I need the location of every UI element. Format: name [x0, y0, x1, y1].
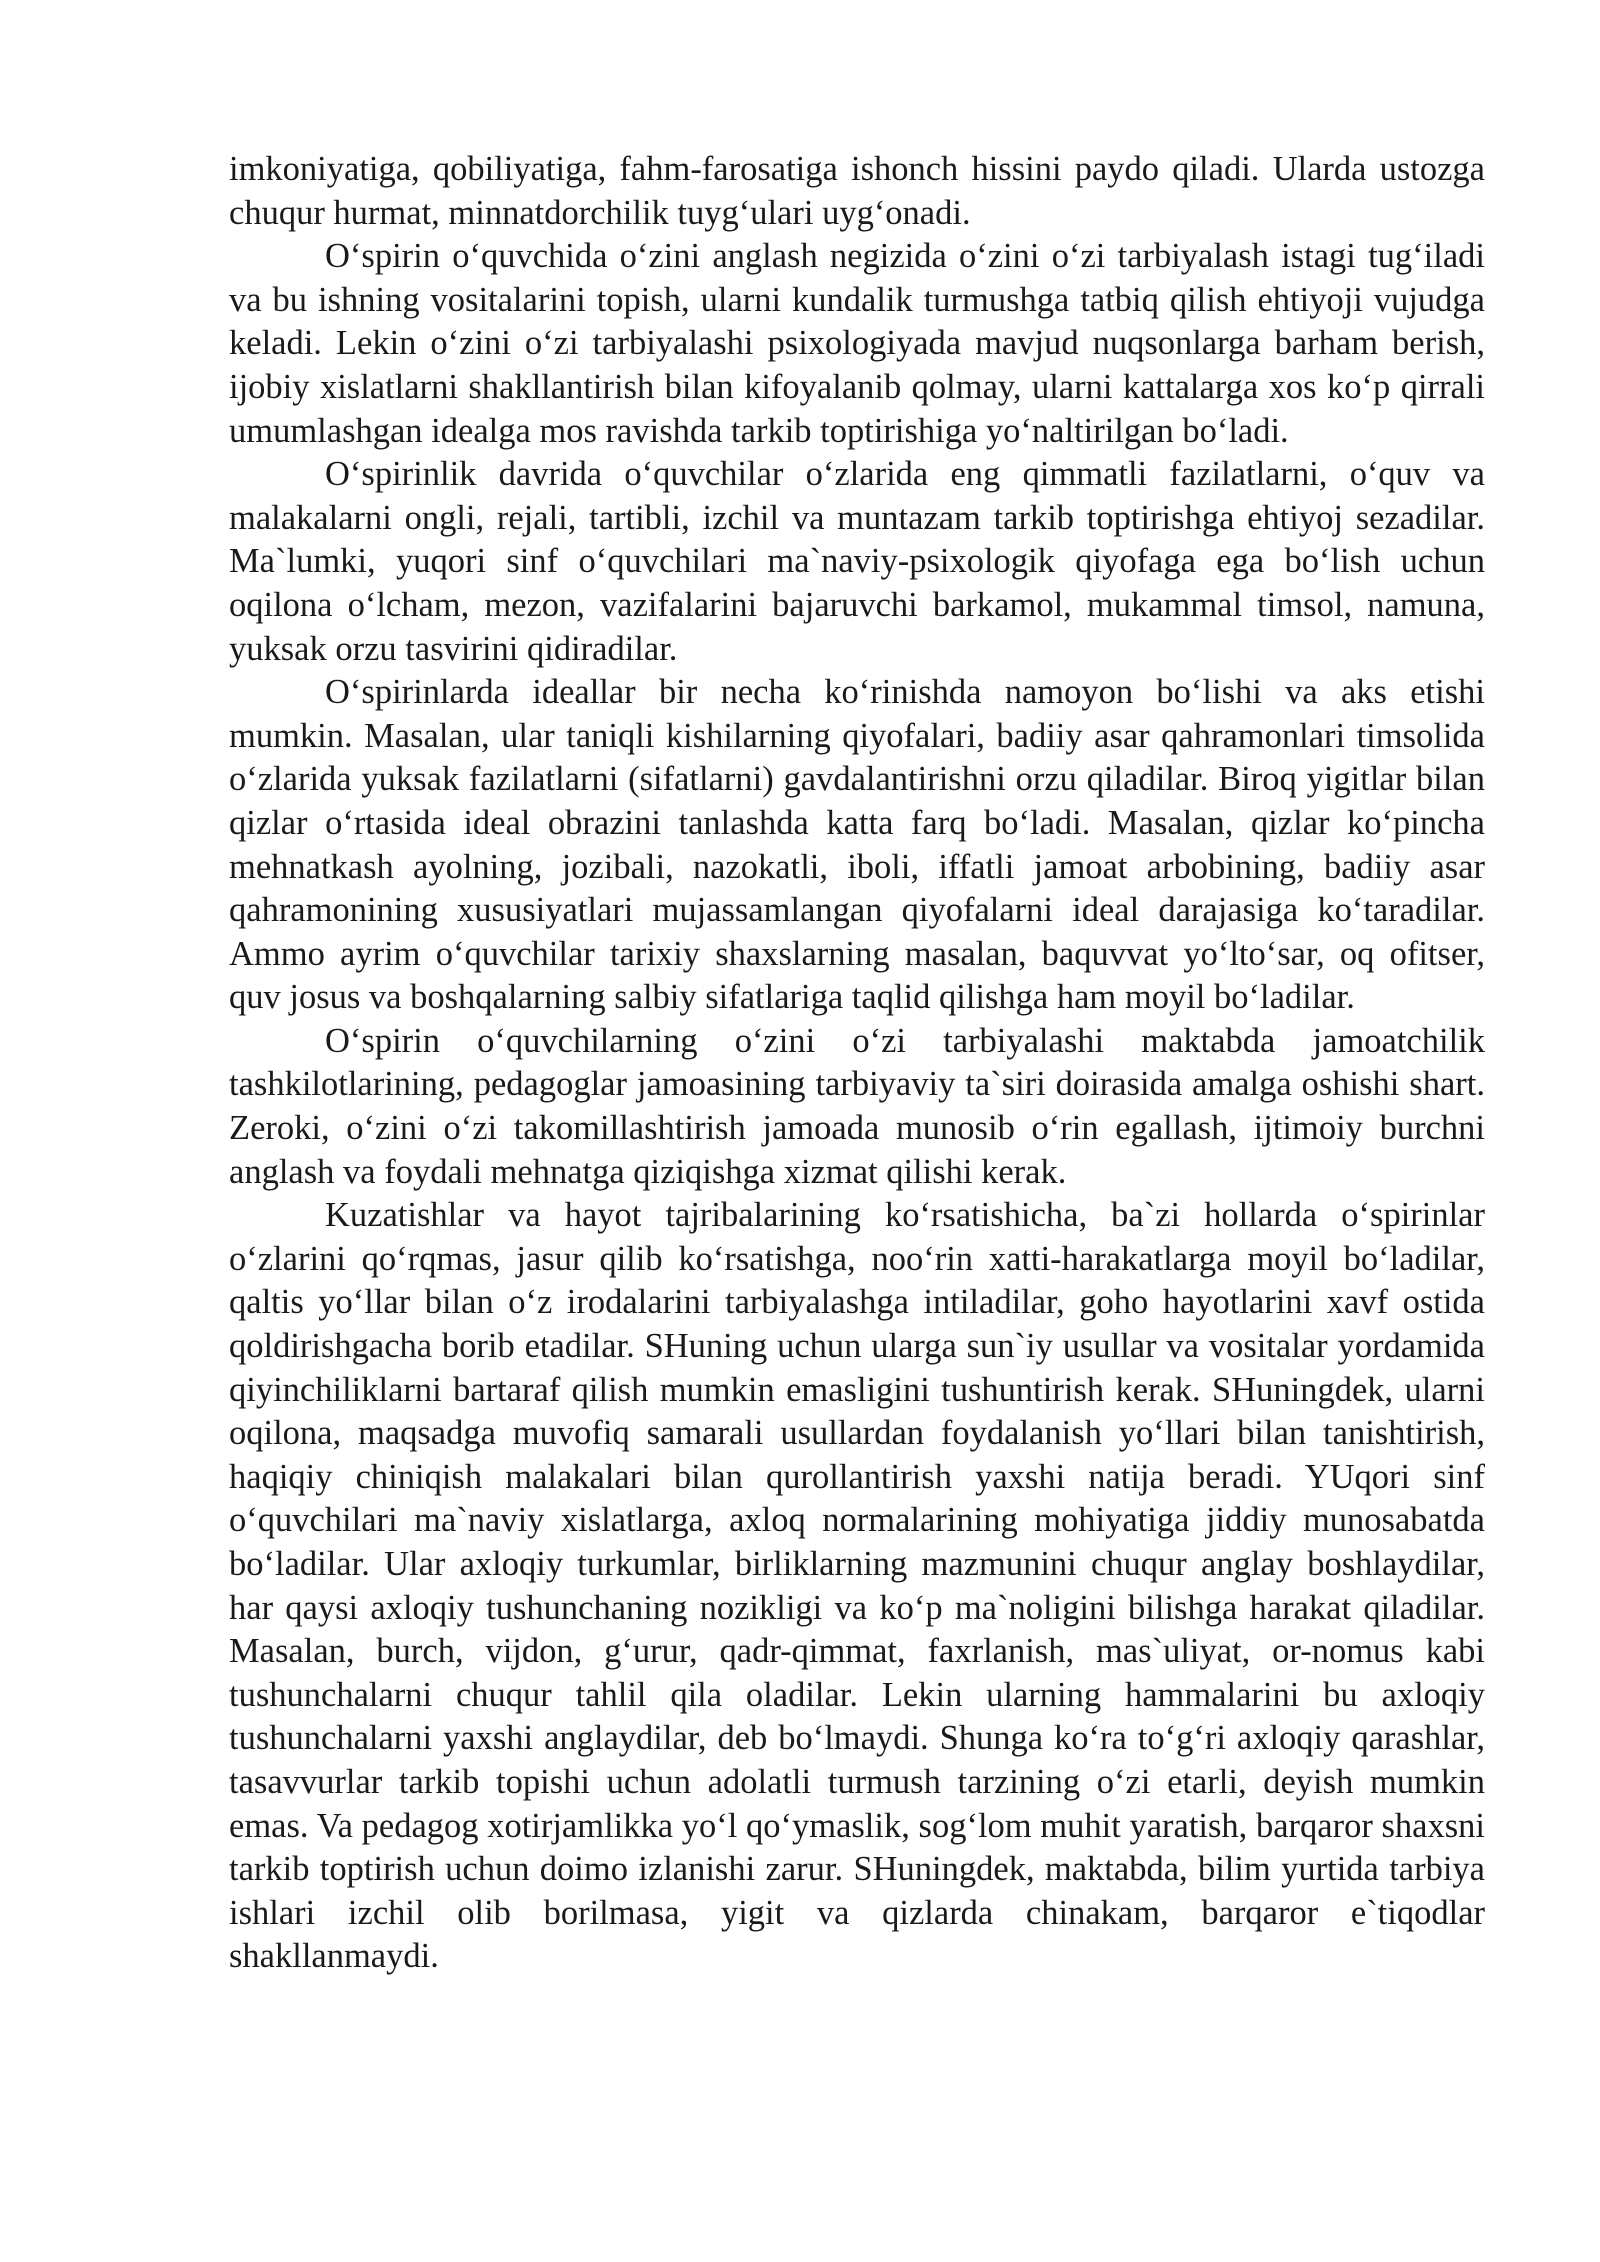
paragraph-6: Kuzatishlar va hayot tajribalarining koʻrsatishicha, ba`zi hollarda oʻspirinlar oʻzlarini qoʻrqmas, jasur qilib koʻrsatishga, nooʻrin xatti-harakatlarga moyil boʻladilar, qaltis yoʻllar bilan oʻz irodalarini tarbiyalashga intiladilar, goho hayotlarini xavf ostida qoldirishgacha borib etadilar. SHuning uchun ularga sun`iy usullar va vositalar yordamida qiyinchiliklarni bartaraf qilish mumkin emasligini tushuntirish kerak. SHuningdek, ularni oqilona, maqsadga muvofiq samarali usullardan foydalanish yoʻllari bilan tanishtirish, haqiqiy chiniqish malakalari bilan qurollantirish yaxshi natija beradi. YUqori sinf oʻquvchilari ma`naviy xislatlarga, axloq normalarining mohiyatiga jiddiy munosabatda boʻladilar. Ular axloqiy turkumlar, birliklarning mazmunini chuqur anglay boshlaydilar, har qaysi axloqiy tushunchaning nozikligi va koʻp ma`noligini bilishga harakat qiladilar. Masalan, burch, vijdon, gʻurur, qadr-qimmat, faxrlanish, mas`uliyat, or-nomus kabi tushunchalarni chuqur tahlil qila oladilar. Lekin ularning hammalarini bu axloqiy tushunchalarni yaxshi anglaydilar, deb boʻlmaydi. Shunga koʻra toʻgʻri axloqiy qarashlar, tasavvurlar tarkib topishi uchun adolatli turmush tarzining oʻzi etarli, deyish mumkin emas. Va pedagog xotirjamlikka yoʻl qoʻymaslik, sogʻlom muhit yaratish, barqaror shaxsni tarkib toptirish uchun doimo izlanishi zarur. SHuningdek, maktabda, bilim yurtida tarbiya ishlari izchil olib borilmasa, yigit va qizlarda chinakam, barqaror e`tiqodlar shakllanmaydi. [229, 1196, 1485, 1976]
paragraph-4: Oʻspirinlarda ideallar bir necha koʻrinishda namoyon boʻlishi va aks etishi mumkin. Masalan, ular taniqli kishilarning qiyofalari, badiiy asar qahramonlari timsolida oʻzlarida yuksak fazilatlarni (sifatlarni) gavdalantirishni orzu qiladilar. Biroq yigitlar bilan qizlar oʻrtasida ideal obrazini tanlashda katta farq boʻladi. Masalan, qizlar koʻpincha mehnatkash ayolning, jozibali, nazokatli, iboli, iffatli jamoat arbobining, badiiy asar qahramonining xususiyatlari mujassamlangan qiyofalarni ideal darajasiga koʻtaradilar. Ammo ayrim oʻquvchilar tarixiy shaxslarning masalan, baquvvat yoʻltoʻsar, oq ofitser, quv josus va boshqalarning salbiy sifatlariga taqlid qilishga ham moyil boʻladilar. [229, 673, 1485, 1017]
paragraph-5: Oʻspirin oʻquvchilarning oʻzini oʻzi tarbiyalashi maktabda jamoatchilik tashkilotlarining, pedagoglar jamoasining tarbiyaviy ta`siri doirasida amalga oshishi shart. Zeroki, oʻzini oʻzi takomillashtirish jamoada munosib oʻrin egallash, ijtimoiy burchni anglash va foydali mehnatga qiziqishga xizmat qilishi kerak. [229, 1021, 1485, 1191]
paragraph-3: Oʻspirinlik davrida oʻquvchilar oʻzlarida eng qimmatli fazilatlarni, oʻquv va malakalarni ongli, rejali, tartibli, izchil va muntazam tarkib toptirishga ehtiyoj sezadilar. Ma`lumki, yuqori sinf oʻquvchilari ma`naviy-psixologik qiyofaga ega boʻlish uchun oqilona oʻlcham, mezon, vazifalarini bajaruvchi barkamol, mukammal timsol, namuna, yuksak orzu tasvirini qidiradilar. [229, 455, 1485, 668]
paragraph-2: Oʻspirin oʻquvchida oʻzini anglash negizida oʻzini oʻzi tarbiyalash istagi tugʻiladi va bu ishning vositalarini topish, ularni kundalik turmushga tatbiq qilish ehtiyoji vujudga keladi. Lekin oʻzini oʻzi tarbiyalashi psixologiyada mavjud nuqsonlarga barham berish, ijobiy xislatlarni shakllantirish bilan kifoyalanib qolmay, ularni kattalarga xos koʻp qirrali umumlashgan idealga mos ravishda tarkib toptirishiga yoʻnaltirilgan boʻladi. [229, 237, 1485, 450]
body-text [229, 148, 1485, 1979]
paragraph-1: imkoniyatiga, qobiliyatiga, fahm-farosatiga ishonch hissini paydo qiladi. Ularda ustozga chuqur hurmat, minnatdorchilik tuygʻulari uygʻonadi. [229, 150, 1485, 232]
